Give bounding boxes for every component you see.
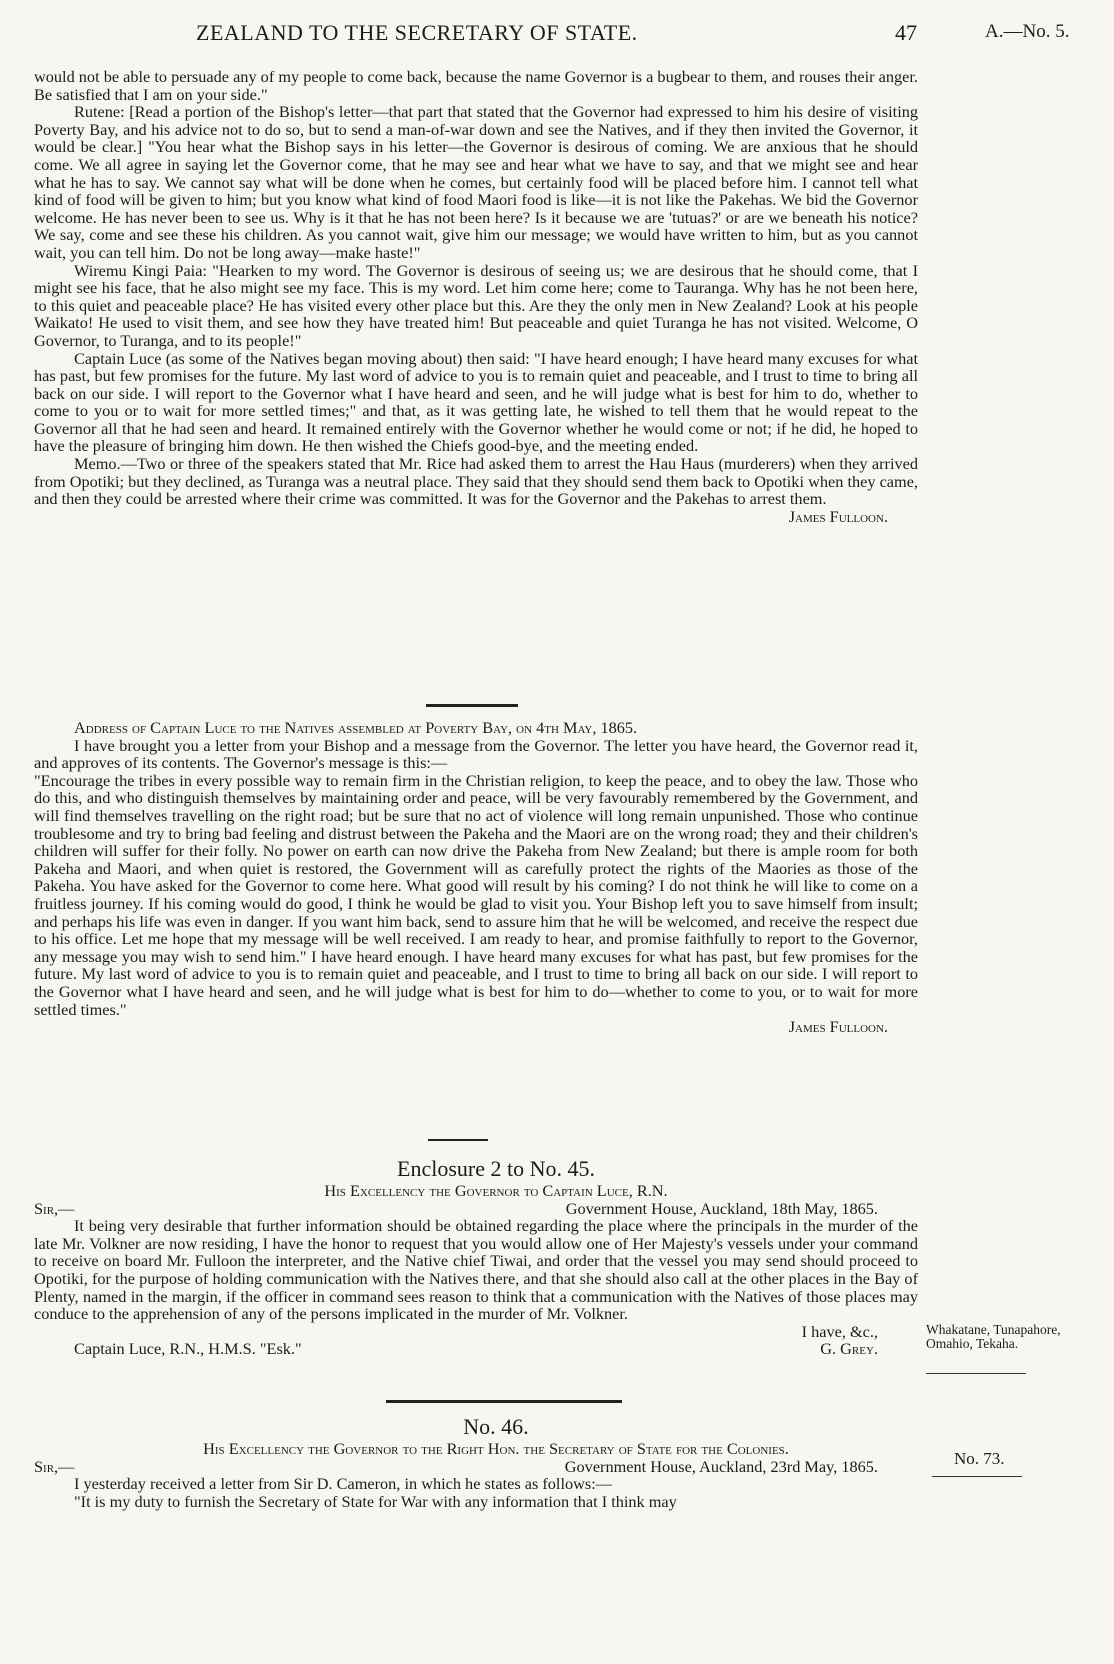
paragraph: Wiremu Kingi Paia: "Hearken to my word. The Governor is desirous of seeing us; we are desirous that he should come, that I might see his face, that he also might see my face. This is my word. Let him come here; come to Tauranga. Why has he not been here, to this quiet and peaceable place? He has visited every other place but this. Are they the only men in New Zealand? Look at his people Waikato! He used to visit them, and see how they have treated him! But peaceable and quiet Turanga he has not visited. Welcome, O Governor, to Turanga, and to its people!" <box>34 260 918 350</box>
paragraph: Captain Luce (as some of the Natives began moving about) then said: "I have heard enough; I have heard many excuses for what has past, but few promises for the future. My last word of advice to you is to remain quiet and peaceable, and I trust to time to bring all back on our side. I will report to the Governor what I have heard and seen, and he will judge what is best for him to do, whether to come to you or to wait for more settled times;" and that, as it was getting late, he wished to tell them that he would repeat to the Governor all that he had seen and heard. It remained entirely with the Governor whether he would come or not; if he did, he hoped to have the pleasure of bringing him down. He then wished the Chiefs good-bye, and the meeting ended. <box>34 348 918 456</box>
signature: James Fulloon. <box>788 506 888 526</box>
addressee: Captain Luce, R.N., H.M.S. "Esk." <box>74 1339 302 1359</box>
salutation-row <box>34 1200 918 1218</box>
closing-row <box>34 1323 918 1341</box>
section-enclosure <box>34 1156 918 1358</box>
running-head: ZEALAND TO THE SECRETARY OF STATE. <box>196 20 638 45</box>
margin-rule <box>926 1373 1026 1374</box>
enclosure-subheading: His Excellency the Governor to Captain Luce, R.N. <box>324 1181 668 1200</box>
divider <box>428 1139 488 1141</box>
page-number: 47 <box>895 20 917 45</box>
paragraph: Rutene: [Read a portion of the Bishop's letter—that part that stated that the Governor had expressed to him his desire of visiting Poverty Bay, and his advice not to do so, but to send a man-of-war down and see the Natives, and if they then invited the Governor, it would be clear.] "You hear what the Bishop says in his letter—the Governor is desirous of coming. We are anxious that he should come. We all agree in saying let the Governor come, that he may see and hear what we have to say, and that we might see and hear what he has to say. We cannot say what will be done when he comes, but certainly food will be placed before him. I cannot tell what kind of food will be given to him; but you know what kind of food Maori food is like—it is not like the Pakehas. We bid the Governor welcome. He has never been to see us. Why is it that he has not been here? Is it because we are 'tutuas?' or are we beneath his notice? We say, come and see these his children. As you cannot wait, give him our message; we would have written to him, but as you cannot wait, you can tell him. Do not be long away—make haste!" <box>34 102 918 262</box>
enclosure-heading: Enclosure 2 to No. 45. <box>397 1156 595 1181</box>
divider <box>386 1400 622 1403</box>
salutation-row <box>34 1458 918 1476</box>
paragraph: would not be able to persuade any of my people to come back, because the name Governor is a bugbear to them, and rouses their anger. Be satisfied that I am on your side." <box>34 67 918 104</box>
salutation: Sir,— <box>34 1198 75 1218</box>
signature: G. Grey. <box>820 1339 878 1359</box>
paragraph: I yesterday received a letter from Sir D. Cameron, in which he states as follows:— <box>74 1474 613 1494</box>
no46-heading: No. 46. <box>463 1414 529 1439</box>
paragraph: "It is my duty to furnish the Secretary of State for War with any information that I think may <box>74 1491 677 1511</box>
letter-body: It being very desirable that further information should be obtained regarding the place where the principals in the murder of the late Mr. Volkner are now residing, I have the honor to request that you would allow one of Her Majesty's vessels under your command to receive on board Mr. Fulloon the interpreter, and the Native chief Tiwai, and order that the vessel you may send should proceed to Opotiki, for the purpose of holding communication with the Natives there, and that she should also call at the other places in the Bay of Plenty, named in the margin, if the officer in command sees reason to think that a communication with the Natives of those places may conduce to the apprehension of any of the persons implicated in the murder of Mr. Volkner. <box>34 1216 918 1324</box>
section-address <box>34 719 918 1036</box>
margin-note: Whakatane, Tunapahore, Omahio, Tekaha. <box>926 1322 1061 1351</box>
section-no46 <box>34 1414 918 1510</box>
addressee-row <box>34 1340 918 1358</box>
margin-rule <box>932 1476 1022 1477</box>
divider <box>426 704 518 707</box>
place-date: Government House, Auckland, 18th May, 1865. <box>565 1198 878 1218</box>
document-reference: A.—No. 5. <box>985 21 1070 42</box>
salutation: Sir,— <box>34 1456 75 1476</box>
signature: James Fulloon. <box>788 1017 888 1037</box>
address-title: Address of Captain Luce to the Natives assembled at Poverty Bay, on 4th May, 1865. <box>74 718 638 737</box>
no46-subheading: His Excellency the Governor to the Right Hon. the Secretary of State for the Colonies. <box>203 1439 789 1458</box>
closing: I have, &c., <box>801 1321 878 1341</box>
paragraph: I have brought you a letter from your Bishop and a message from the Governor. The letter you have heard, the Governor read it, and approves of its contents. The Governor's message is this:— <box>34 735 918 773</box>
place-date: Government House, Auckland, 23rd May, 1865. <box>564 1456 878 1476</box>
margin-reference: No. 73. <box>954 1449 1005 1468</box>
paragraph: Memo.—Two or three of the speakers stated that Mr. Rice had asked them to arrest the Hau Haus (murderers) when they arrived from Opotiki; but they declined, as Turanga was a neutral place. They said that they should send them back to Opotiki when they came, and then they could be arrested where their crime was committed. It was for the Governor and the Pakehas to arrest them. <box>34 454 918 509</box>
paragraph: "Encourage the tribes in every possible way to remain firm in the Christian religion, to keep the peace, and to obey the law. Those who do this, and who distinguish themselves by maintaining order and peace, will be very favourably remembered by the Government, and will find themselves travelling on the right road; but be sure that no act of violence will long remain unpunished. Those who continue troublesome and try to bring bad feeling and distrust between the Pakeha and the Maori are on the wrong road; they and their children's children will suffer for their folly. No power on earth can now drive the Pakeha from New Zealand; but there is ample room for both Pakeha and Maori, and when quiet is restored, the Government will as carefully protect the rights of the Maories as those of the Pakeha. You have asked for the Governor to come here. What good will result by his coming? I do not think he will like to come on a fruitless journey. If his coming would do good, I think he would be glad to visit you. Your Bishop left you to save himself from insult; and perhaps his life was even in danger. If you want him back, send to assure him that he will be welcomed, and receive the respect due to his office. Let me hope that my message will be well received. I am ready to hear, and promise faithfully to report to the Governor, any message you may wish to send him." I have heard enough. I have heard many excuses for what has past, but few promises for the future. My last word of advice to you is to remain quiet and peaceable, and I trust to time to bring all back on our side. I will report to the Governor what I have heard and seen, and he will judge what is best for him to do—whether to come to you, or to wait for more settled times." <box>34 770 918 1019</box>
section-conference-report <box>34 68 918 525</box>
page-header <box>0 20 1114 52</box>
